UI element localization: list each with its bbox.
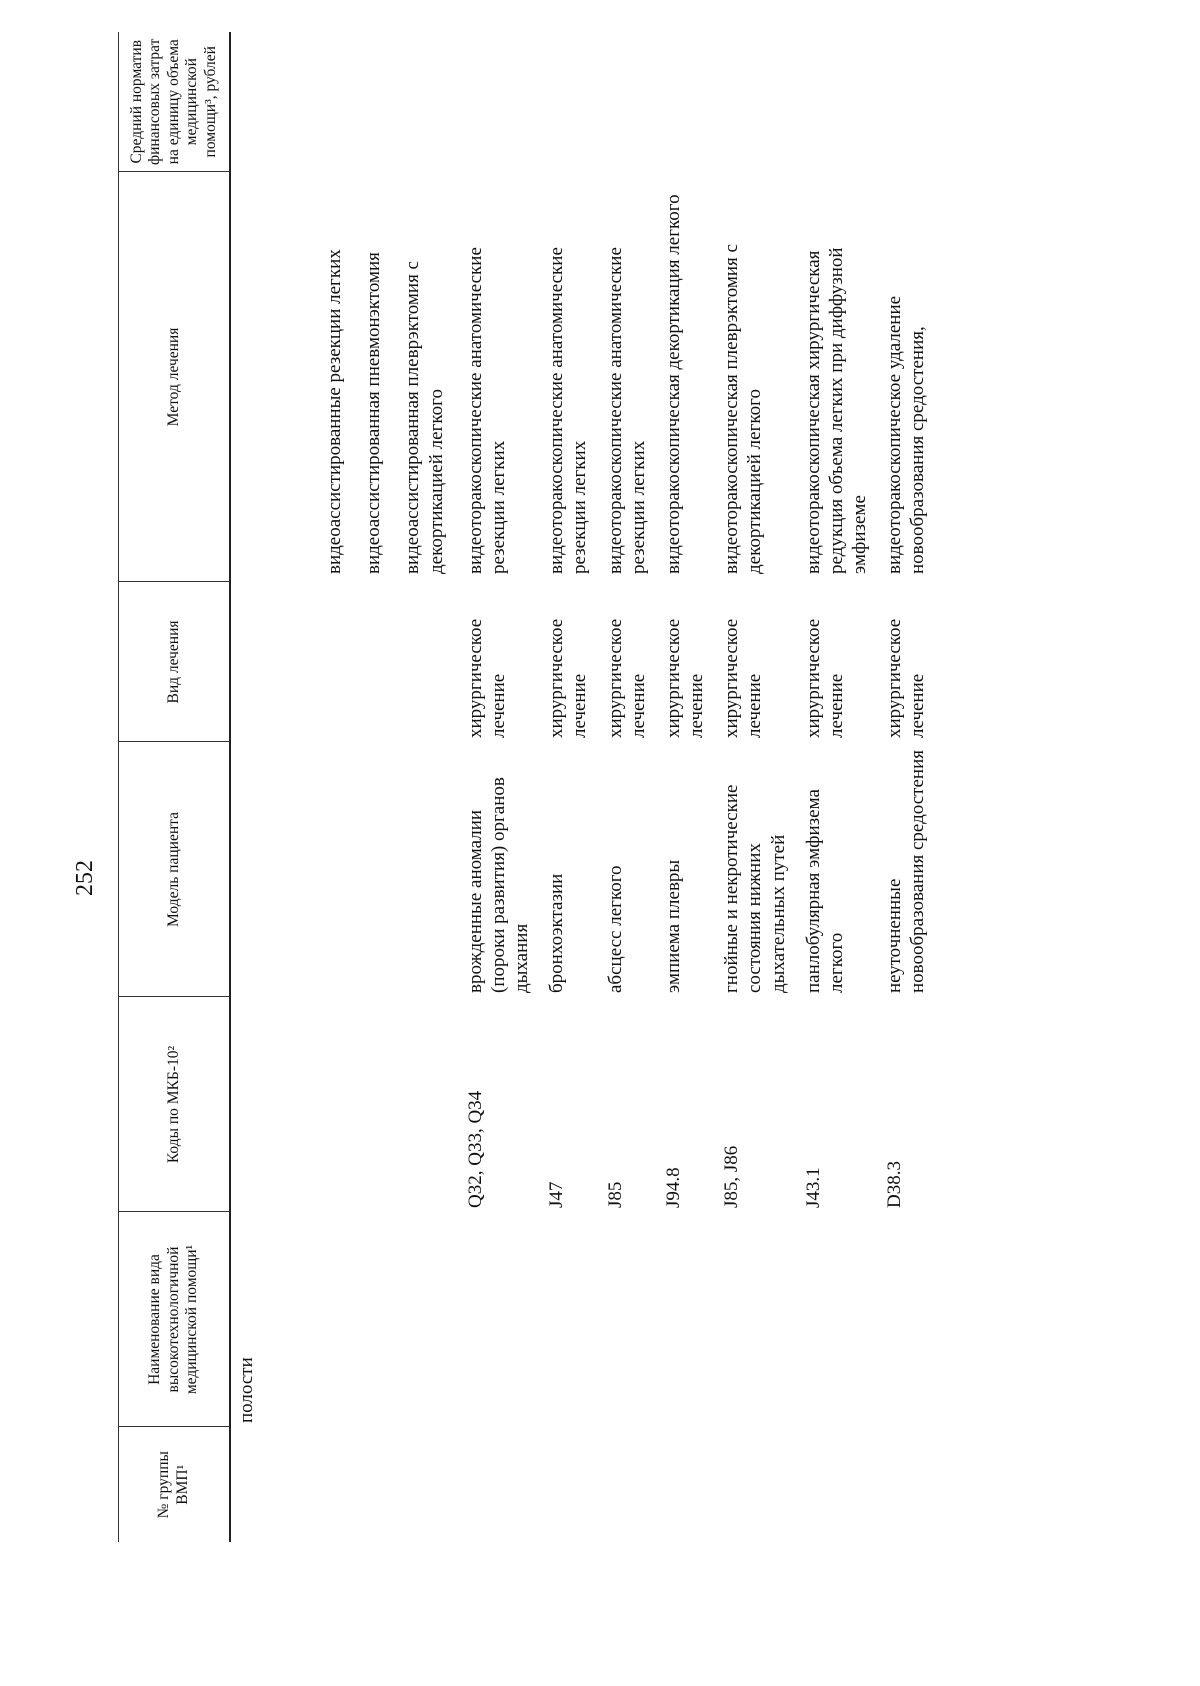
type-cell: хирургическое лечение [662, 618, 708, 738]
method-cell: видеоторакоскопические анатомические резекции легких [546, 247, 591, 574]
header-codes: Коды по МКБ-10² [119, 997, 231, 1212]
method-cell: видеоторакоскопическая плеврэктомия с декортикацией легкого [721, 244, 766, 574]
type-cell: хирургическое лечение [464, 618, 509, 738]
table-row [362, 32, 401, 1542]
codes-cell: J47 [546, 1181, 568, 1208]
codes-cell: D38.3 [884, 1161, 906, 1208]
codes-cell: J85, J86 [721, 1145, 743, 1208]
model-cell: неуточненные новообразования средостения [884, 750, 929, 993]
page-number: 252 [72, 860, 98, 896]
method-cell: видеоторакоскопическая хирургическая редукция объема легких при диффузной эмфиземе [802, 247, 871, 574]
header-cost: Средний норматив финансовых затрат на единицу объема медицинской помощи³, рублей [119, 32, 231, 172]
codes-cell: Q32, Q33, Q34 [464, 1090, 486, 1208]
model-cell: врожденные аномалии (пороки развития) органов дыхания [464, 777, 533, 993]
type-cell: хирургическое лечение [802, 618, 847, 738]
section-name: полости [236, 1357, 257, 1423]
codes-cell: J94.8 [662, 1167, 684, 1208]
table-row [464, 32, 546, 1542]
method-cell: видеоторакоскопическое удаление новообразования средостения, [884, 295, 929, 574]
codes-cell: J43.1 [802, 1167, 824, 1208]
header-row [119, 32, 231, 1542]
table-row [802, 32, 884, 1542]
table-row [545, 32, 603, 1542]
table-row [883, 32, 941, 1542]
type-cell: хирургическое лечение [546, 618, 591, 738]
model-cell: панлобулярная эмфизема легкого [802, 789, 847, 993]
header-treatment-type: Вид лечения [119, 582, 231, 742]
vmp-table [118, 32, 942, 1542]
method-cell: видеоассистированные резекции легких [324, 249, 345, 574]
header-group: № группы ВМП¹ [119, 1427, 231, 1542]
header-name: Наименование вида высокотехнологичной медицинской помощи¹ [119, 1212, 231, 1427]
table-row [323, 32, 362, 1542]
table-row [662, 32, 720, 1542]
table-row [401, 32, 463, 1542]
codes-cell: J85 [604, 1181, 626, 1208]
table-row [720, 32, 802, 1542]
method-cell: видеоассистированная пневмонэктомия [363, 252, 385, 574]
method-cell: видеоассистированная плеврэктомия с декортикацией легкого [402, 261, 447, 574]
type-cell: хирургическое лечение [721, 618, 766, 738]
header-model: Модель пациента [119, 742, 231, 997]
model-cell: абсцесс легкого [604, 865, 626, 993]
model-cell: гнойные и некротические состояния нижних дыхательных путей [721, 784, 789, 993]
table-row [604, 32, 662, 1542]
type-cell: хирургическое лечение [604, 618, 649, 738]
model-cell: бронхоэктазии [546, 873, 568, 993]
section-row [230, 32, 323, 1542]
model-cell: эмпиема плевры [662, 859, 684, 993]
method-cell: видеоторакоскопическая декортикация легкого [662, 194, 684, 574]
header-method: Метод лечения [119, 172, 231, 582]
method-cell: видеоторакоскопические анатомические резекции легких [604, 247, 649, 574]
method-cell: видеоторакоскопические анатомические резекции легких [464, 247, 509, 574]
type-cell: хирургическое лечение [884, 618, 929, 738]
